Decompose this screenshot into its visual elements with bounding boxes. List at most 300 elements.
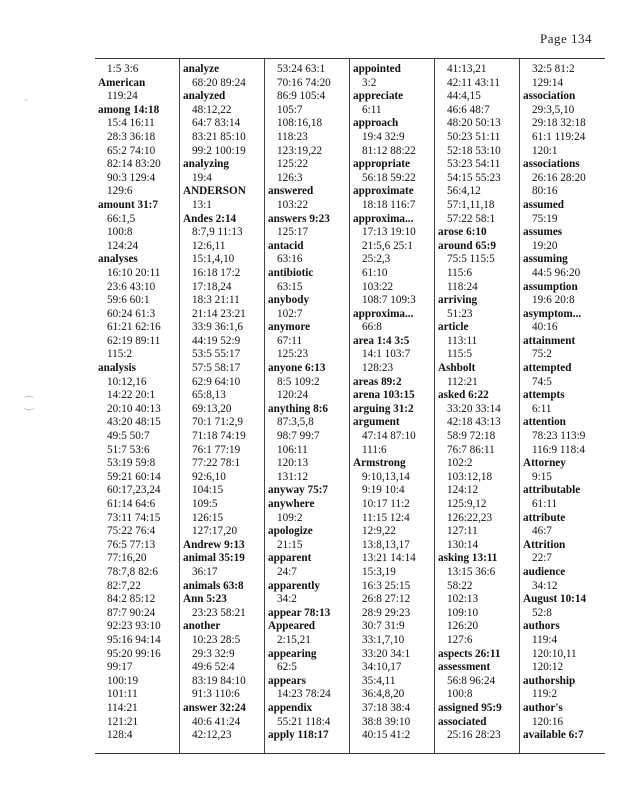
page-reference: 81:12 88:22 bbox=[362, 144, 416, 157]
page-reference: 99:17 bbox=[107, 661, 133, 674]
index-term: attributable bbox=[523, 484, 581, 497]
index-term: argument bbox=[353, 416, 400, 429]
page-reference: 112:21 bbox=[447, 375, 478, 388]
page-reference: 13:1 bbox=[192, 198, 212, 211]
page-reference: 33:1,7,10 bbox=[362, 633, 405, 646]
page-reference: 76:1 77:19 bbox=[192, 443, 241, 456]
page-reference: 126:3 bbox=[277, 171, 303, 184]
page-reference: 103:22 bbox=[277, 198, 309, 211]
page-reference: 12:6,11 bbox=[192, 239, 226, 252]
index-term: attribute bbox=[523, 511, 566, 524]
index-term: answered bbox=[268, 185, 314, 198]
index-term: appendix bbox=[268, 701, 313, 714]
page-reference: 73:11 74:15 bbox=[107, 511, 161, 524]
index-term: attempted bbox=[523, 362, 572, 375]
page-reference: 32:5 81:2 bbox=[532, 63, 575, 75]
page-reference: 28:3 36:18 bbox=[107, 130, 156, 143]
page-reference: 2:15,21 bbox=[277, 633, 311, 646]
index-term: arguing 31:2 bbox=[353, 402, 414, 415]
page-reference: 62:9 64:10 bbox=[192, 375, 241, 388]
page-reference: 109:10 bbox=[447, 606, 479, 619]
index-term: anywhere bbox=[268, 498, 315, 510]
page-reference: 66:8 bbox=[362, 321, 382, 334]
index-term: authors bbox=[523, 620, 560, 633]
page-reference: 92:23 93:10 bbox=[107, 620, 161, 633]
page-reference: 34:12 bbox=[532, 579, 558, 592]
index-term: assumed bbox=[523, 198, 565, 211]
page-reference: 25:16 28:23 bbox=[447, 729, 501, 742]
page-reference: 74:5 bbox=[532, 375, 552, 388]
index-term: arriving bbox=[438, 294, 478, 307]
index-term: Attrition bbox=[523, 538, 566, 551]
index-term: analysis bbox=[98, 362, 136, 375]
page-reference: 17:13 19:10 bbox=[362, 226, 416, 239]
page-reference: 63:15 bbox=[277, 280, 303, 293]
index-term: analyzed bbox=[183, 90, 226, 103]
page-reference: 92:6,10 bbox=[192, 470, 226, 483]
index-column-5 bbox=[435, 59, 520, 753]
index-term: attempts bbox=[523, 389, 565, 402]
index-term: assumption bbox=[523, 280, 578, 293]
page-reference: 36:17 bbox=[192, 565, 218, 578]
page-reference: 102:2 bbox=[447, 457, 473, 470]
page-reference: 56:8 96:24 bbox=[447, 674, 496, 687]
index-term: apologize bbox=[268, 525, 313, 538]
page-reference: 111:6 bbox=[362, 443, 387, 456]
page-reference: 98:7 99:7 bbox=[277, 430, 320, 443]
page-reference: 127:17,20 bbox=[192, 525, 238, 538]
page-reference: 14:1 103:7 bbox=[362, 348, 411, 361]
page-reference: 14:22 20:1 bbox=[107, 389, 156, 402]
page-reference: 9:19 10:4 bbox=[362, 484, 405, 497]
index-term: associations bbox=[523, 158, 580, 171]
page-reference: 6:11 bbox=[532, 402, 552, 415]
page-reference: 126:22,23 bbox=[447, 511, 493, 524]
page-reference: 120:24 bbox=[277, 389, 309, 402]
index-term: article bbox=[438, 321, 469, 334]
page-reference: 115:5 bbox=[447, 348, 473, 361]
index-term: apply 118:17 bbox=[268, 729, 329, 742]
index-term: assuming bbox=[523, 253, 568, 266]
page-reference: 59:21 60:14 bbox=[107, 470, 161, 483]
page-reference: 123:19,22 bbox=[277, 144, 323, 157]
page-reference: 6:11 bbox=[362, 103, 382, 116]
page-reference: 50:23 51:11 bbox=[447, 130, 501, 143]
page-reference: 53:5 55:17 bbox=[192, 348, 241, 361]
page-reference: 47:14 87:10 bbox=[362, 430, 416, 443]
page-reference: 15:3,19 bbox=[362, 565, 396, 578]
page-reference: 40:16 bbox=[532, 321, 558, 334]
page-reference: 56:4,12 bbox=[447, 185, 481, 198]
index-term: ANDERSON bbox=[183, 185, 246, 198]
page-reference: 60:24 61:3 bbox=[107, 307, 156, 320]
page-reference: 57:1,11,18 bbox=[447, 198, 495, 211]
page-reference: 125:22 bbox=[277, 158, 309, 171]
index-term: antibiotic bbox=[268, 266, 314, 279]
page-reference: 48:12,22 bbox=[192, 103, 232, 116]
page-reference: 21:5,6 25:1 bbox=[362, 239, 413, 252]
page-reference: 129:6 bbox=[107, 185, 133, 198]
page-reference: 9:15 bbox=[532, 470, 552, 483]
page-reference: 13:15 36:6 bbox=[447, 565, 496, 578]
page-reference: 108:7 109:3 bbox=[362, 294, 416, 307]
page-reference: 29:3,5,10 bbox=[532, 103, 575, 116]
page-reference: 24:7 bbox=[277, 565, 297, 578]
index-term: apparently bbox=[268, 579, 321, 592]
page-reference: 101:11 bbox=[107, 688, 138, 701]
page-reference: 26:8 27:12 bbox=[362, 593, 411, 606]
page-reference: 8:5 109:2 bbox=[277, 375, 320, 388]
page-reference: 120:10,11 bbox=[532, 647, 577, 660]
page-reference: 83:21 85:10 bbox=[192, 130, 246, 143]
page-reference: 69:13,20 bbox=[192, 402, 232, 415]
index-term: appear 78:13 bbox=[268, 606, 331, 619]
page-reference: 67:11 bbox=[277, 334, 303, 347]
index-term: audience bbox=[523, 565, 566, 578]
page-reference: 76:5 77:13 bbox=[107, 538, 156, 551]
page-reference: 51:23 bbox=[447, 307, 473, 320]
page-reference: 86:9 105:4 bbox=[277, 90, 326, 103]
index-term: anything 8:6 bbox=[268, 402, 328, 415]
page-reference: 68:20 89:24 bbox=[192, 76, 246, 89]
page-reference: 102:13 bbox=[447, 593, 479, 606]
index-term: Andrew 9:13 bbox=[183, 538, 245, 551]
page-reference: 16:10 20:11 bbox=[107, 266, 161, 279]
page-reference: 113:11 bbox=[447, 334, 478, 347]
index-term: approach bbox=[353, 117, 399, 130]
page-reference: 120:13 bbox=[277, 457, 309, 470]
page-reference: 99:2 100:19 bbox=[192, 144, 246, 157]
page-reference: 19:6 20:8 bbox=[532, 294, 575, 307]
page-reference: 44:4,15 bbox=[447, 90, 481, 103]
page-reference: 66:1,5 bbox=[107, 212, 136, 225]
index-column-1 bbox=[95, 59, 180, 753]
index-term: asking 13:11 bbox=[438, 552, 498, 565]
page-reference: 46:7 bbox=[532, 525, 552, 538]
page-reference: 49:5 50:7 bbox=[107, 430, 150, 443]
page-reference: 49:6 52:4 bbox=[192, 661, 235, 674]
page-reference: 109:5 bbox=[192, 498, 218, 510]
page-reference: 118:24 bbox=[447, 280, 478, 293]
page-reference: 125:17 bbox=[277, 226, 309, 239]
index-term: Ann 5:23 bbox=[183, 593, 227, 606]
index-term: answer 32:24 bbox=[183, 701, 246, 714]
page-reference: 13:8,13,17 bbox=[362, 538, 410, 551]
index-term: approxima... bbox=[353, 307, 414, 320]
page-reference: 19:4 bbox=[192, 171, 212, 184]
page-reference: 15:4 16:11 bbox=[107, 117, 155, 130]
page-reference: 75:5 115:5 bbox=[447, 253, 495, 266]
page-reference: 17:18,24 bbox=[192, 280, 232, 293]
page-reference: 23:23 58:21 bbox=[192, 606, 246, 619]
page-reference: 95:20 99:16 bbox=[107, 647, 161, 660]
page-reference: 100:8 bbox=[107, 226, 133, 239]
page-reference: 71:18 74:19 bbox=[192, 430, 246, 443]
index-term: attention bbox=[523, 416, 566, 429]
page-number: Page 134 bbox=[539, 31, 592, 46]
page-reference: 61:14 64:6 bbox=[107, 498, 156, 510]
page-reference: 82:7,22 bbox=[107, 579, 141, 592]
page-reference: 52:8 bbox=[532, 606, 552, 619]
page-reference: 12:9,22 bbox=[362, 525, 396, 538]
margin-mark: ⁐ bbox=[24, 396, 34, 410]
page-reference: 23:6 43:10 bbox=[107, 280, 156, 293]
index-term: another bbox=[183, 620, 221, 633]
page-reference: 53:23 54:11 bbox=[447, 158, 501, 171]
page-reference: 59:6 60:1 bbox=[107, 294, 150, 307]
page-reference: 106:11 bbox=[277, 443, 308, 456]
margin-mark: ˘ bbox=[24, 96, 28, 110]
page-reference: 114:21 bbox=[107, 701, 138, 714]
index-term: analyses bbox=[98, 253, 138, 266]
page-reference: 65:8,13 bbox=[192, 389, 226, 402]
page-reference: 10:17 11:2 bbox=[362, 498, 410, 510]
index-term: American bbox=[98, 76, 146, 89]
page-reference: 120:16 bbox=[532, 715, 564, 728]
page-reference: 53:19 59:8 bbox=[107, 457, 156, 470]
index-term: asymptom... bbox=[523, 307, 582, 320]
page-reference: 64:7 83:14 bbox=[192, 117, 241, 130]
index-term: amount 31:7 bbox=[98, 198, 158, 211]
index-column-4 bbox=[350, 59, 435, 753]
page-reference: 46:6 48:7 bbox=[447, 103, 490, 116]
page-reference: 40:15 41:2 bbox=[362, 729, 411, 742]
index-term: analyzing bbox=[183, 158, 230, 171]
page-reference: 131:12 bbox=[277, 470, 309, 483]
index-term: approxima... bbox=[353, 212, 414, 225]
page-reference: 53:24 63:1 bbox=[277, 63, 326, 75]
page-reference: 9:10,13,14 bbox=[362, 470, 410, 483]
page-reference: 108:16,18 bbox=[277, 117, 323, 130]
index-term: areas 89:2 bbox=[353, 375, 402, 388]
page-reference: 76:7 86:11 bbox=[447, 443, 495, 456]
index-term: asked 6:22 bbox=[438, 389, 489, 402]
page-reference: 33:20 34:1 bbox=[362, 647, 411, 660]
page-reference: 8:7,9 11:13 bbox=[192, 226, 243, 239]
index-term: arena 103:15 bbox=[353, 389, 415, 402]
page-reference: 77:22 78:1 bbox=[192, 457, 241, 470]
page-reference: 48:20 50:13 bbox=[447, 117, 501, 130]
page-reference: 125:9,12 bbox=[447, 498, 487, 510]
index-term: authorship bbox=[523, 674, 576, 687]
page-reference: 42:12,23 bbox=[192, 729, 232, 742]
page-reference: 124:12 bbox=[447, 484, 479, 497]
page-reference: 129:14 bbox=[532, 76, 564, 89]
index-term: assumes bbox=[523, 226, 563, 239]
page-reference: 18:18 116:7 bbox=[362, 198, 416, 211]
index-term: analyze bbox=[183, 63, 220, 75]
page-reference: 75:19 bbox=[532, 212, 558, 225]
page-reference: 55:21 118:4 bbox=[277, 715, 331, 728]
index-term: Andes 2:14 bbox=[183, 212, 237, 225]
page-reference: 119:24 bbox=[107, 90, 138, 103]
page-reference: 127:11 bbox=[447, 525, 478, 538]
page-reference: 61:10 bbox=[362, 266, 388, 279]
page-reference: 90:3 129:4 bbox=[107, 171, 156, 184]
page-reference: 100:8 bbox=[447, 688, 473, 701]
index-term: anyway 75:7 bbox=[268, 484, 328, 497]
page-reference: 119:4 bbox=[532, 633, 558, 646]
page-reference: 3:2 bbox=[362, 76, 377, 89]
page-reference: 60:17,23,24 bbox=[107, 484, 161, 497]
page-reference: 128:4 bbox=[107, 729, 133, 742]
page-reference: 15:1,4,10 bbox=[192, 253, 235, 266]
index-term: available 6:7 bbox=[523, 729, 584, 742]
index-term: associated bbox=[438, 715, 487, 728]
page-reference: 61:1 119:24 bbox=[532, 130, 586, 143]
index-column-2 bbox=[180, 59, 265, 753]
page-reference: 77:16,20 bbox=[107, 552, 147, 565]
index-term: assessment bbox=[438, 661, 491, 674]
page-reference: 34:2 bbox=[277, 593, 297, 606]
page-reference: 80:16 bbox=[532, 185, 558, 198]
index-term: anyone 6:13 bbox=[268, 362, 326, 375]
page-reference: 120:1 bbox=[532, 144, 558, 157]
page-reference: 34:10,17 bbox=[362, 661, 402, 674]
index-term: antacid bbox=[268, 239, 304, 252]
page-reference: 61:11 bbox=[532, 498, 558, 510]
index-term: among 14:18 bbox=[98, 103, 160, 116]
page-reference: 44:5 96:20 bbox=[532, 266, 581, 279]
page-reference: 33:20 33:14 bbox=[447, 402, 501, 415]
page-reference: 61:21 62:16 bbox=[107, 321, 161, 334]
page-reference: 21:15 bbox=[277, 538, 303, 551]
page-reference: 52:18 53:10 bbox=[447, 144, 501, 157]
page-reference: 78:7,8 82:6 bbox=[107, 565, 158, 578]
page-reference: 43:20 48:15 bbox=[107, 416, 161, 429]
page-reference: 63:16 bbox=[277, 253, 303, 266]
index-term: appointed bbox=[353, 63, 401, 75]
page-reference: 16:18 17:2 bbox=[192, 266, 241, 279]
page-reference: 56:18 59:22 bbox=[362, 171, 416, 184]
page-reference: 40:6 41:24 bbox=[192, 715, 241, 728]
index-term: answers 9:23 bbox=[268, 212, 330, 225]
index-term: Ashbolt bbox=[438, 362, 476, 375]
page-reference: 125:23 bbox=[277, 348, 309, 361]
index-term: August 10:14 bbox=[523, 593, 587, 606]
page-reference: 102:7 bbox=[277, 307, 303, 320]
index-term: apparent bbox=[268, 552, 312, 565]
page-reference: 116:9 118:4 bbox=[532, 443, 585, 456]
page-reference: 109:2 bbox=[277, 511, 303, 524]
page-reference: 16:3 25:15 bbox=[362, 579, 411, 592]
page-reference: 51:7 53:6 bbox=[107, 443, 150, 456]
page-reference: 36:4,8,20 bbox=[362, 688, 405, 701]
index-term: assigned 95:9 bbox=[438, 701, 502, 714]
page-reference: 58:9 72:18 bbox=[447, 430, 496, 443]
page-reference: 121:21 bbox=[107, 715, 139, 728]
page-reference: 83:19 84:10 bbox=[192, 674, 246, 687]
page-reference: 119:2 bbox=[532, 688, 558, 701]
page-reference: 42:11 43:11 bbox=[447, 76, 500, 89]
index-term: arose 6:10 bbox=[438, 226, 487, 239]
page-reference: 35:4,11 bbox=[362, 674, 396, 687]
index-term: aspects 26:11 bbox=[438, 647, 501, 660]
index-term: appreciate bbox=[353, 90, 404, 103]
word-index-table bbox=[95, 58, 605, 754]
page-reference: 103:22 bbox=[362, 280, 394, 293]
page-reference: 124:24 bbox=[107, 239, 139, 252]
page-reference: 37:18 38:4 bbox=[362, 701, 411, 714]
index-term: author's bbox=[523, 701, 563, 714]
page-reference: 26:16 28:20 bbox=[532, 171, 586, 184]
page-reference: 38:8 39:10 bbox=[362, 715, 411, 728]
index-term: appropriate bbox=[353, 158, 410, 171]
index-column-3 bbox=[265, 59, 350, 753]
page-reference: 58:22 bbox=[447, 579, 473, 592]
index-term: association bbox=[523, 90, 576, 103]
index-term: around 65:9 bbox=[438, 239, 496, 252]
page-reference: 104:15 bbox=[192, 484, 224, 497]
page-reference: 28:9 29:23 bbox=[362, 606, 411, 619]
page-reference: 25:2,3 bbox=[362, 253, 391, 266]
page-reference: 22:7 bbox=[532, 552, 552, 565]
page-reference: 100:19 bbox=[107, 674, 139, 687]
page-reference: 29:3 32:9 bbox=[192, 647, 235, 660]
page-reference: 30:7 31:9 bbox=[362, 620, 405, 633]
index-term: animal 35:19 bbox=[183, 552, 245, 565]
page-reference: 41:13,21 bbox=[447, 63, 487, 75]
index-term: animals 63:8 bbox=[183, 579, 244, 592]
page-reference: 19:4 32:9 bbox=[362, 130, 405, 143]
page-reference: 118:23 bbox=[277, 130, 308, 143]
page-reference: 20:10 40:13 bbox=[107, 402, 161, 415]
index-term: appearing bbox=[268, 647, 317, 660]
page-reference: 62:19 89:11 bbox=[107, 334, 161, 347]
page-reference: 127:6 bbox=[447, 633, 473, 646]
page-reference: 14:23 78:24 bbox=[277, 688, 331, 701]
page-reference: 75:22 76:4 bbox=[107, 525, 156, 538]
page-reference: 19:20 bbox=[532, 239, 558, 252]
page-reference: 115:6 bbox=[447, 266, 473, 279]
page-reference: 128:23 bbox=[362, 362, 394, 375]
page-reference: 126:20 bbox=[447, 620, 479, 633]
page-reference: 21:14 23:21 bbox=[192, 307, 246, 320]
page-reference: 65:2 74:10 bbox=[107, 144, 156, 157]
page-reference: 78:23 113:9 bbox=[532, 430, 586, 443]
page-reference: 87:3,5,8 bbox=[277, 416, 314, 429]
page-reference: 29:18 32:18 bbox=[532, 117, 586, 130]
page-reference: 18:3 21:11 bbox=[192, 294, 240, 307]
page-reference: 120:12 bbox=[532, 661, 564, 674]
index-term: anymore bbox=[268, 321, 311, 334]
page-reference: 75:2 bbox=[532, 348, 552, 361]
page-reference: 70:1 71:2,9 bbox=[192, 416, 243, 429]
page-reference: 103:12,18 bbox=[447, 470, 493, 483]
page-reference: 70:16 74:20 bbox=[277, 76, 331, 89]
page-reference: 62:5 bbox=[277, 661, 297, 674]
index-term: anybody bbox=[268, 294, 310, 307]
page-reference: 126:15 bbox=[192, 511, 224, 524]
page-reference: 130:14 bbox=[447, 538, 479, 551]
index-term: appears bbox=[268, 674, 306, 687]
page-reference: 87:7 90:24 bbox=[107, 606, 156, 619]
page-reference: 10:12,16 bbox=[107, 375, 147, 388]
index-term: area 1:4 3:5 bbox=[353, 334, 410, 347]
page-reference: 33:9 36:1,6 bbox=[192, 321, 243, 334]
index-term: Armstrong bbox=[353, 457, 406, 470]
page-reference: 115:2 bbox=[107, 348, 133, 361]
page-reference: 54:15 55:23 bbox=[447, 171, 501, 184]
page-reference: 57:5 58:17 bbox=[192, 362, 241, 375]
page-reference: 13:21 14:14 bbox=[362, 552, 416, 565]
page-reference: 95:16 94:14 bbox=[107, 633, 161, 646]
page-reference: 44:19 52:9 bbox=[192, 334, 241, 347]
index-term: approximate bbox=[353, 185, 414, 198]
page-reference: 10:23 28:5 bbox=[192, 633, 241, 646]
page-reference: 42:18 43:13 bbox=[447, 416, 501, 429]
page-reference: 57:22 58:1 bbox=[447, 212, 496, 225]
